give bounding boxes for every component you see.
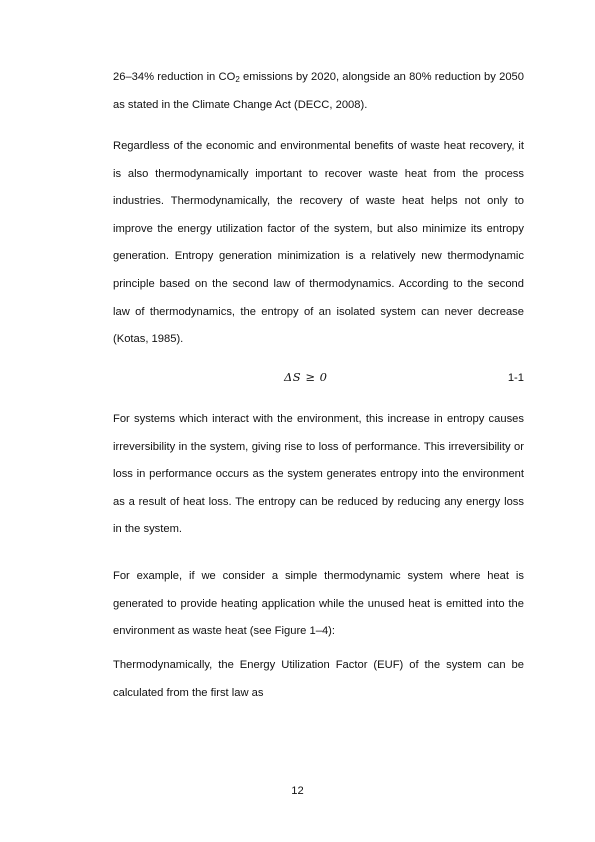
equation-expression: ΔS ≥ 0 bbox=[284, 370, 328, 384]
equation-block bbox=[0, 370, 595, 392]
co2-text-start: 26–34% reduction in CO bbox=[113, 71, 236, 83]
paragraph-euf: Thermodynamically, the Energy Utilization Factor (EUF) of the system can be calculated from the first law as bbox=[113, 659, 524, 699]
co2-text-end: emissions by 2020, alongside an 80% reduction by 2050 as stated in the Climate Change Act (DECC, 2008). bbox=[113, 71, 524, 111]
paragraph-waste-heat-recovery: Regardless of the economic and environmental benefits of waste heat recovery, it is also thermodynamically important to recover waste heat from the process industries. Thermodynamically, the recovery of waste heat helps not only to improve the energy utilization factor of the system, but also minimize its entropy generation. Entropy generation minimization is a relatively new thermodynamic principle based on the second law of thermodynamics. According to the second law of thermodynamics, the entropy of an isolated system can never decrease (Kotas, 1985). bbox=[113, 140, 524, 346]
equation-number: 1-1 bbox=[507, 372, 524, 384]
paragraph-example: For example, if we consider a simple thermodynamic system where heat is generated to provide heating application while the unused heat is emitted into the environment as waste heat (see Figure 1–4): bbox=[113, 570, 524, 638]
paragraph-co2-reduction bbox=[113, 64, 524, 119]
paragraph-irreversibility: For systems which interact with the environment, this increase in entropy causes irreversibility in the system, giving rise to loss of performance. This irreversibility or loss in performance occurs as the system generates entropy into the environment as a result of heat loss. The entropy can be reduced by reducing any energy loss in the system. bbox=[113, 413, 524, 536]
page-number: 12 bbox=[291, 785, 304, 797]
co2-subscript: 2 bbox=[235, 75, 240, 84]
